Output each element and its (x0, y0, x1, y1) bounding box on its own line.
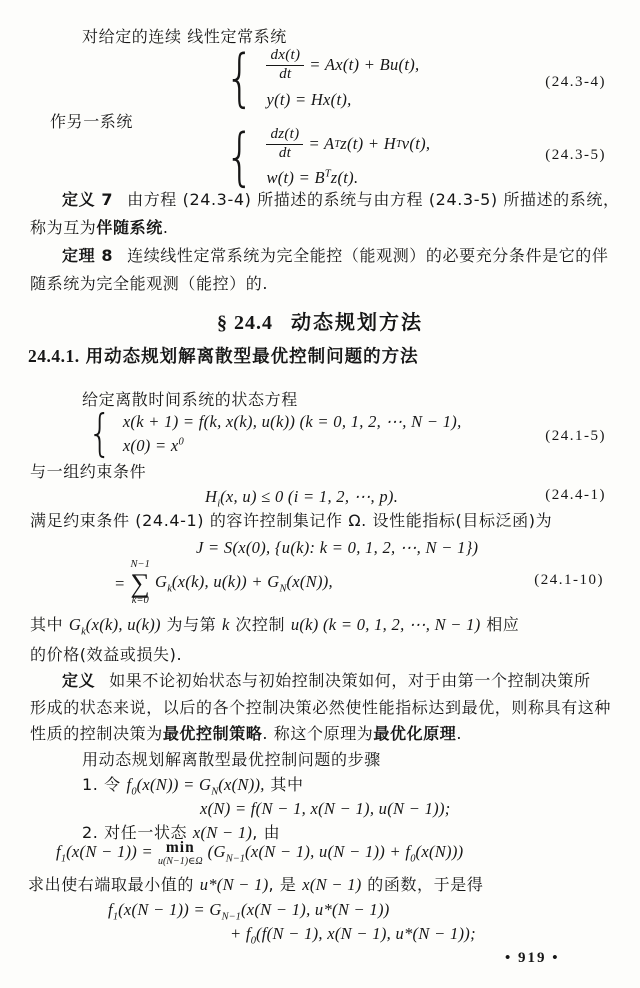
optdef-label: 定义 (62, 671, 96, 690)
step1-equation: x(N) = f(N − 1, x(N − 1), u(N − 1)); (200, 799, 451, 818)
min-operator: min u(N−1)∈Ω (157, 839, 203, 867)
subsection-title: 用动态规划解离散型最优控制问题的方法 (85, 347, 419, 367)
eq-cost-line1: J = S(x(0), {u(k): k = 0, 1, 2, ⋯, N − 1}) (196, 538, 479, 557)
steps-intro-line: 用动态规划解离散型最优控制问题的步骤 (82, 750, 381, 769)
section-number: § 24.4 (217, 312, 273, 334)
left-brace: { (224, 41, 255, 115)
equation-system-24-3-5 (220, 119, 431, 193)
eq-cost-line2: = N−1 ∑ k=0 $G_k(x(k)$, $u(k)) + G_N(x(N))$, (114, 559, 333, 607)
optdef-line3: 性质的控制决策为最优控制策略. 称这个原理为最优化原理. (30, 724, 463, 743)
definition7-line1: 定义 7 由方程 (24.3-4) 所描述的系统与由方程 (24.3-5) 所描述的系统， (62, 190, 620, 209)
summation-operator: N−1 ∑ k=0 (130, 559, 150, 607)
page-number: • 919 • (505, 950, 560, 966)
fraction-dzdt: $\frac{dz(t)}{dt}$ (266, 127, 303, 162)
eq-24-1-5-line2: $x(0) = x^0$ (122, 435, 184, 455)
left-brace: { (224, 119, 255, 193)
intro-line: 对给定的连续 线性定常系统 (82, 27, 287, 46)
left-brace: { (87, 404, 112, 462)
step2-line: 2. 对任一状态 x(N − 1), 由 (82, 823, 281, 842)
fraction-dxdt: $\frac{dx(t)}{dt}$ (266, 48, 304, 83)
final-equation-line2: + $f_0(f(N - 1)$, x(N − 1), u*(N − 1)); (230, 924, 476, 947)
theorem8-line2: 随系统为完全能观测（能控）的. (30, 274, 269, 293)
omega-line: 满足约束条件 (24.4-1) 的容许控制集记作 Ω. 设性能指标(目标泛函)为 (30, 511, 553, 530)
step1-line: 1. 令 $f_0(x(N)) = G_N(x(N))$, 其中 (82, 775, 304, 798)
optdef-line2: 形成的状态来说，以后的各个控制决策必然使性能指标达到最优，则称具有这种 (30, 698, 612, 717)
theorem8-line1: 定理 8 连续线性定常系统为完全能控（能观测）的必要充分条件是它的伴 (62, 246, 609, 265)
definition7-line2: 称为互为伴随系统. (30, 218, 169, 237)
eq-24-3-5-line1: $\frac{dz(t)}{dt}$ = A T z(t) + H T v(t), (266, 127, 430, 162)
given-line: 给定离散时间系统的状态方程 (82, 390, 298, 409)
another-system-line: 作另一系统 (50, 112, 134, 131)
subsection-number: 24.4.1. (28, 346, 80, 366)
section-heading (0, 306, 640, 335)
eq-24-3-4-line2: y(t) = Hx(t), (266, 89, 352, 109)
eq-label-24-1-10: (24.1-10) (534, 572, 604, 588)
constraint-intro-line: 与一组约束条件 (30, 462, 147, 481)
where-line1: 其中 $G_k(x(k)$, u(k)) 为与第 k 次控制 u(k) (k = 0, 1, 2, ⋯, N − 1) 相应 (30, 615, 520, 638)
equation-system-24-1-5 (84, 404, 462, 462)
theorem8-label: 定理 8 (62, 246, 114, 265)
eq-24-3-4-line1: $\frac{dx(t)}{dt}$ = Ax(t) + Bu(t), (266, 48, 419, 83)
final-equation-line1: $f_1(x(N - 1)) = G_{N-1}(x(N - 1)$, u*(N − 1)) (108, 900, 390, 923)
min-equation: $f_1(x(N - 1))$ = min u(N−1)∈Ω ($G_{N-1}(x(N - 1)$, $u(N - 1)) + f_0(x(N))$) (56, 839, 464, 867)
eq-24-3-5-line2: $w(t) = B^Tz(t)$. (266, 167, 359, 187)
eq-label-24-3-5: (24.3-5) (545, 147, 606, 163)
eq-24-1-5-line1: x(k + 1) = f(k, x(k), u(k)) (k = 0, 1, 2, ⋯, N − 1), (122, 411, 462, 431)
eq-label-24-3-4: (24.3-4) (545, 74, 606, 90)
where-line2: 的价格(效益或损失). (30, 645, 183, 664)
subsection-heading (28, 343, 419, 368)
eq-24-4-1: $H_i(x$, u) ≤ 0 (i = 1, 2, ⋯, p). (205, 487, 399, 510)
equation-system-24-3-4 (220, 41, 420, 115)
optdef-line1: 定义 如果不论初始状态与初始控制决策如何，对于由第一个控制决策所 (62, 671, 591, 690)
minout-line: 求出使右端取最小值的 u*(N − 1), 是 x(N − 1) 的函数，于是得 (28, 875, 484, 894)
section-title: 动态规划方法 (291, 310, 423, 334)
eq-label-24-1-5: (24.1-5) (545, 428, 606, 444)
definition7-label: 定义 7 (62, 190, 114, 209)
eq-label-24-4-1: (24.4-1) (545, 487, 606, 503)
